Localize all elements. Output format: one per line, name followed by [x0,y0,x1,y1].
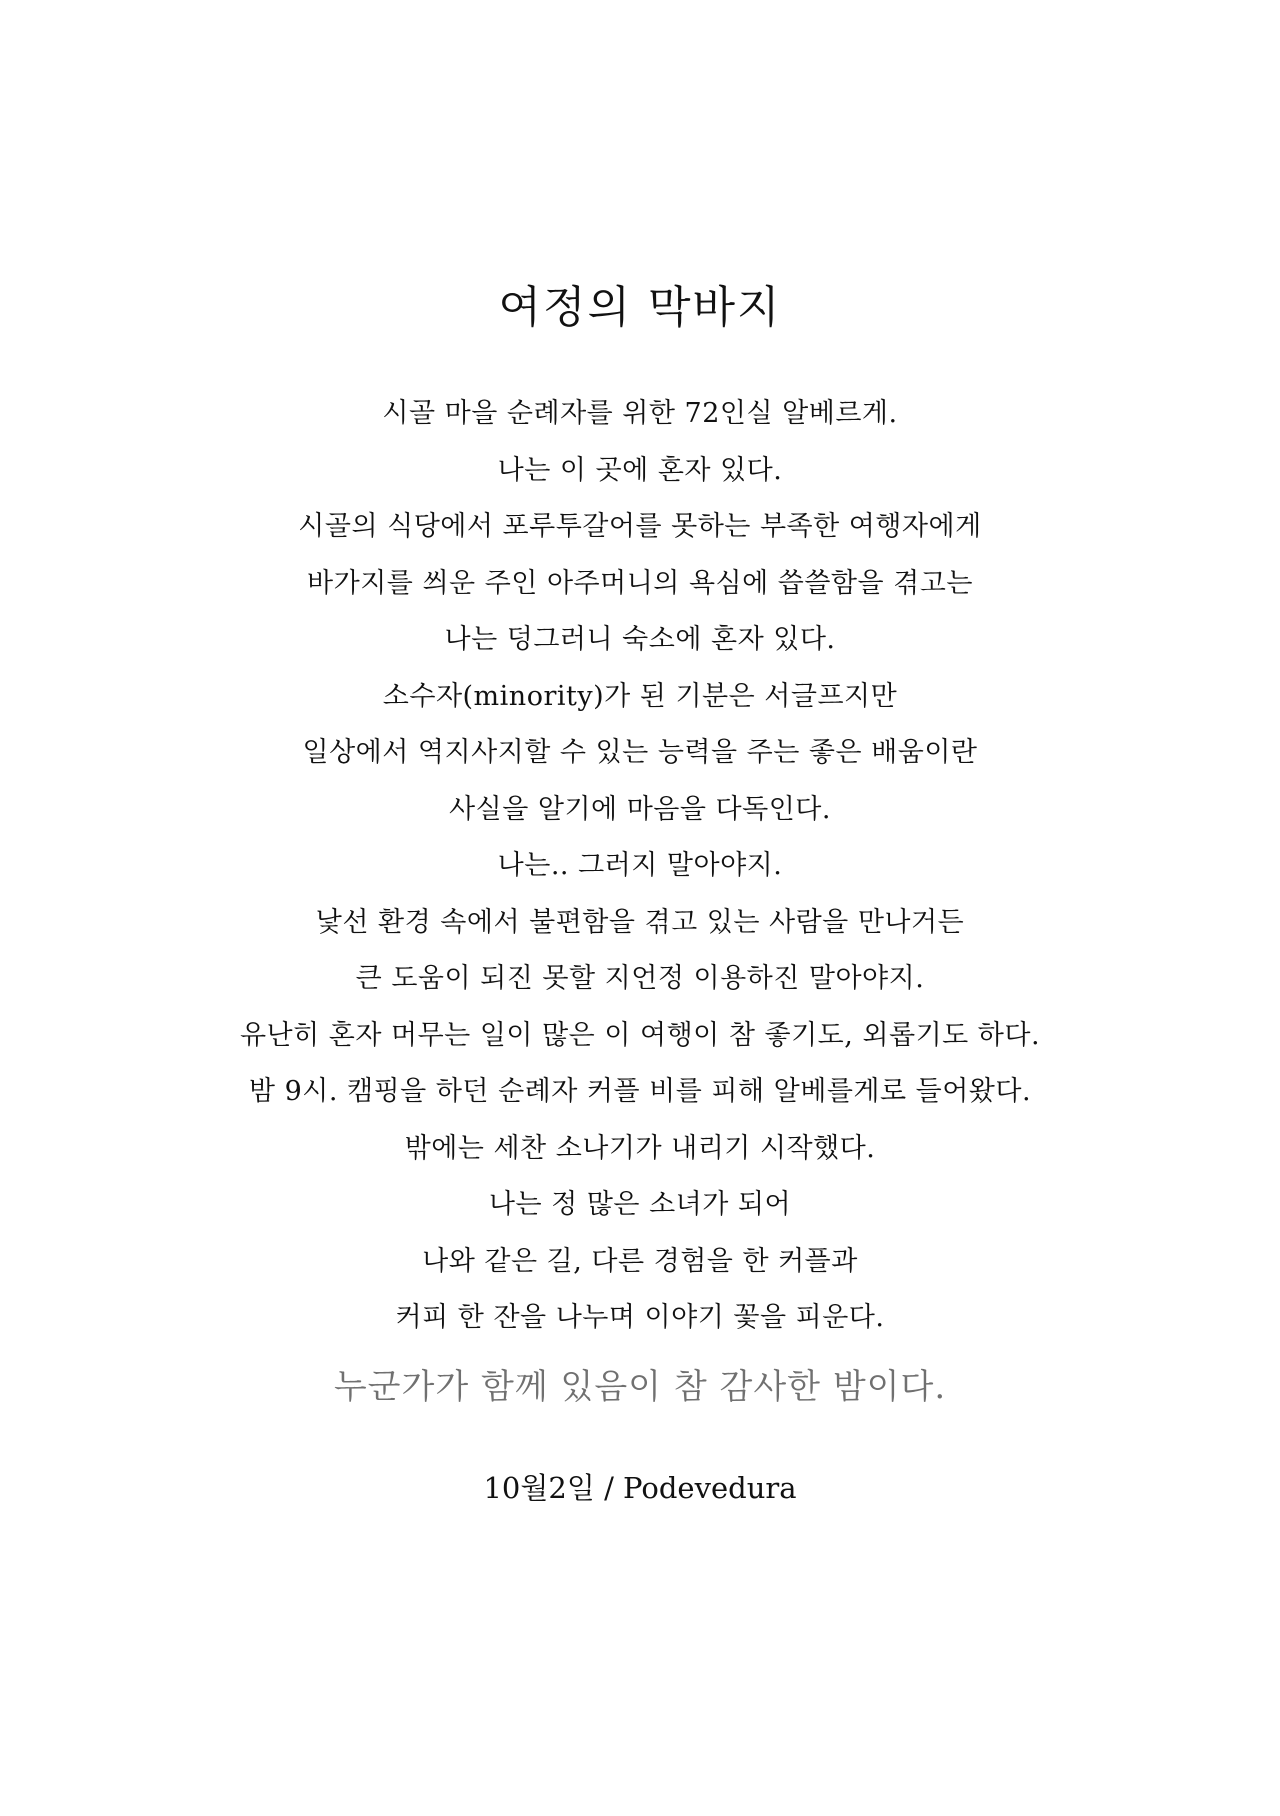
poem-line: 바가지를 씌운 주인 아주머니의 욕심에 씁쓸함을 겪고는 [307,567,973,599]
poem-line: 나와 같은 길, 다른 경험을 한 커플과 [422,1245,858,1277]
date-location-signature: 10월2일 / Podevedura [483,1471,797,1505]
poem-line: 유난히 혼자 머무는 일이 많은 이 여행이 참 좋기도, 외롭기도 하다. [239,1019,1041,1051]
poem-line: 나는.. 그러지 말아야지. [497,850,783,881]
poem-line: 밤 9시. 캠핑을 하던 순례자 커플 비를 피해 알베를게로 들어왔다. [248,1076,1032,1107]
poem-line: 일상에서 역지사지할 수 있는 능력을 주는 좋은 배움이란 [302,737,978,768]
poem-line: 나는 정 많은 소녀가 되어 [488,1189,792,1220]
poem-line: 시골 마을 순례자를 위한 72인실 알베르게. [382,398,898,429]
poem-line: 시골의 식당에서 포루투갈어를 못하는 부족한 여행자에게 [298,511,982,542]
poem-line: 큰 도움이 되진 못할 지언정 이용하진 말아야지. [355,963,925,994]
poem-line: 낯선 환경 속에서 불편함을 겪고 있는 사람을 만나거든 [315,906,965,938]
closing-line: 누군가가 함께 있음이 참 감사한 밤이다. [333,1367,947,1407]
poem-line: 나는 덩그러니 숙소에 혼자 있다. [444,624,836,655]
poem-line: 밖에는 세찬 소나기가 내리기 시작했다. [404,1132,876,1164]
document-title: 여정의 막바지 [498,282,782,333]
poem-line: 사실을 알기에 마음을 다독인다. [449,793,831,825]
poem-line: 나는 이 곳에 혼자 있다. [497,454,783,486]
poem-line: 커피 한 잔을 나누며 이야기 꽃을 피운다. [395,1302,885,1333]
poem-line: 소수자(minority)가 된 기분은 서글프지만 [382,680,898,712]
poem-body [0,386,1280,1347]
